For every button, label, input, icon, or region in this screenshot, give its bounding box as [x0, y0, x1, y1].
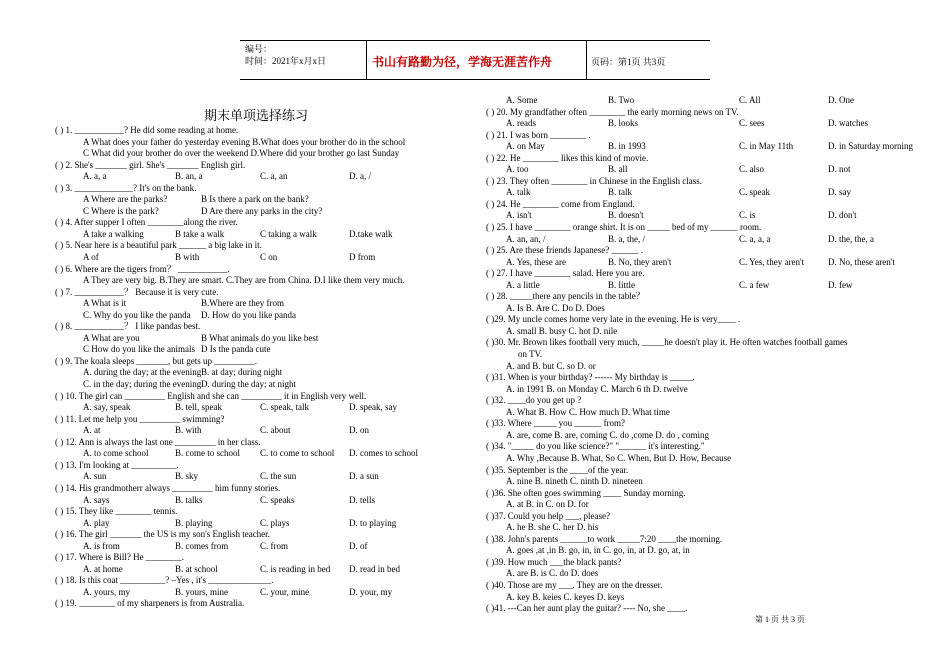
option-text: A. at home: [83, 563, 123, 574]
question-text: ( )32. ____do you get up ?: [486, 395, 582, 406]
question-text: ( ) 13. I'm looking at __________.: [55, 459, 179, 470]
question-line: [55, 240, 470, 252]
option-text: C. from: [260, 540, 288, 551]
question-text: ( ) 5. Near here is a beautiful park ______ a big lake in it.: [55, 240, 262, 251]
option-text: C. Yes, they aren't: [739, 256, 805, 267]
options-line: [55, 425, 470, 437]
question-line: [486, 488, 906, 500]
option-text: D. read in bed: [349, 563, 400, 574]
option-text: C. a few: [739, 279, 770, 290]
option-text: D. don't: [828, 210, 857, 221]
options-line: [486, 164, 906, 176]
question-line: [486, 222, 906, 234]
question-line: [486, 511, 906, 523]
option-text: B. playing: [175, 517, 213, 528]
option-text: A. talk: [506, 187, 531, 198]
option-text: B Is there a park on the bank?: [201, 194, 309, 205]
question-line: [486, 580, 906, 592]
options-line: [486, 95, 906, 107]
options-line: [55, 194, 470, 206]
option-text: D. speak, say: [349, 402, 397, 413]
question-text: ( ) 20. My grandfather often ________ the early morning news on TV.: [486, 106, 739, 117]
option-text: C. speak, talk: [260, 402, 309, 413]
option-text: D. on: [349, 425, 369, 436]
question-text: ( )33. Where _____ you ______ from?: [486, 418, 626, 429]
question-text: ( )34. "_____ do you like science?" "______ it's interesting.": [486, 441, 705, 452]
options-line: [486, 141, 913, 153]
question-line: [55, 160, 470, 172]
option-text: A of: [83, 252, 99, 263]
option-text: B with: [175, 252, 200, 263]
question-text: ( )38. John's parents ______to work _____7:20 ____the morning.: [486, 533, 723, 544]
options-line: [55, 518, 470, 530]
question-text: ( )41. ---Can her aunt play the guitar? ---- No, she ____.: [486, 603, 688, 614]
header-meta: [245, 43, 326, 67]
option-text: D from: [349, 252, 376, 263]
option-text: A. yours, my: [83, 586, 130, 597]
option-text: A. What B. How C. How much D. What time: [506, 406, 670, 417]
option-text: B. an, a: [175, 171, 203, 182]
question-line: [486, 314, 906, 326]
option-text: D. your, my: [349, 586, 393, 597]
option-text: B. doesn't: [608, 210, 644, 221]
options-line: [55, 379, 470, 391]
question-line: [55, 125, 470, 137]
options-line: [486, 407, 906, 419]
options-line: [55, 564, 470, 576]
options-line: [55, 367, 470, 379]
page-label: 页码：第1页 共3页: [591, 57, 666, 67]
options-line: [55, 344, 470, 356]
question-line: [486, 268, 906, 280]
option-text: C. plays: [260, 517, 290, 528]
option-text: B.Where are they from: [201, 298, 284, 309]
options-line: [486, 234, 906, 246]
question-text: ( ) 17. Where is Bill? He ________.: [55, 552, 185, 563]
options-line: [486, 384, 906, 396]
option-text: D. the, the, a: [828, 233, 874, 244]
question-text: ( )31. When is your birthday? ------ My birthday is _____.: [486, 372, 695, 383]
option-text: D Is the panda cute: [201, 344, 271, 355]
question-line: [55, 264, 470, 276]
question-line: [55, 598, 470, 610]
options-line: [55, 587, 470, 599]
question-line: [55, 321, 470, 333]
question-text: ( ) 27. I have ________ salad. Here you are.: [486, 268, 645, 279]
option-text: D Are there any parks in the city?: [201, 205, 323, 216]
option-text: D. say: [828, 187, 851, 198]
option-text: B take a walk: [175, 228, 225, 239]
option-text: B. looks: [608, 118, 639, 129]
question-line: [486, 441, 906, 453]
options-line: [486, 522, 906, 534]
option-text: C How do you like the animals: [83, 344, 195, 355]
option-text: C. in May 11th: [739, 141, 794, 152]
header-top-rule: [240, 40, 710, 41]
question-text: ( )40. Those are my ___. They are on the dresser.: [486, 579, 663, 590]
option-text: A. he B. she C. her D. his: [506, 522, 599, 533]
option-text: A. to come school: [83, 448, 149, 459]
options-line: [55, 495, 470, 507]
option-text: A. are, come B. are, coming C. do ,come D. do , coming: [506, 429, 709, 440]
question-text: ( ) 9. The koala sleeps _______, but gets up _________.: [55, 355, 258, 366]
options-line: [55, 171, 470, 183]
question-text: ( ) 3. _____________? It's on the bank.: [55, 182, 197, 193]
option-text: B. come to school: [175, 448, 240, 459]
option-text: D. in Saturday morning: [828, 141, 913, 152]
question-line: [55, 460, 470, 472]
question-text: ( ) 16. The girl _______ the US is my son's English teacher.: [55, 529, 270, 540]
question-line: [486, 245, 906, 257]
option-text: C. your, mine: [260, 586, 310, 597]
question-text: ( ) 2. She's _______ girl. She's _______ English girl.: [55, 159, 246, 170]
option-text: A. nine B. nineth C. ninth D. nineteen: [506, 476, 643, 487]
option-text: B. sky: [175, 471, 199, 482]
option-text: D. a sun: [349, 471, 379, 482]
header-bottom-rule: [240, 79, 710, 80]
header-divider: [586, 41, 587, 79]
option-text: A. goes ,at ,in B. go, in, in C. go, in, at D. go, at, in: [506, 545, 690, 556]
options-line: [486, 187, 906, 199]
option-text: C. speak: [739, 187, 770, 198]
option-text: on TV.: [518, 349, 543, 360]
question-text: ( ) 11. Let me help you _________ swimming?: [55, 413, 225, 424]
option-text: A. play: [83, 517, 110, 528]
option-text: A. Some: [506, 95, 538, 105]
option-text: D. comes to school: [349, 448, 418, 459]
option-text: A. Why ,Because B. What, So C. When, But D. How, Because: [506, 452, 732, 463]
question-line: [55, 575, 470, 587]
options-line: [486, 476, 906, 488]
options-line: [486, 361, 906, 373]
option-text: D. One: [828, 95, 854, 105]
right-column: [486, 95, 913, 615]
option-text: B. at day; during night: [201, 367, 283, 378]
question-text: ( ) 25. Are these friends Japanese? ______ .: [486, 245, 643, 256]
option-text: D. How do you like panda: [201, 309, 296, 320]
option-text: A. says: [83, 494, 110, 505]
option-text: D. few: [828, 279, 853, 290]
options-line: [486, 349, 906, 361]
options-line: [55, 206, 470, 218]
option-text: B. a, the, /: [608, 233, 645, 244]
question-text: ( ) 14. His grandmotherr always _________ him funny stories.: [55, 482, 281, 493]
option-text: D. not: [828, 164, 851, 175]
question-line: [486, 153, 906, 165]
question-text: ( )36. She often goes swimming ____ Sunday morning.: [486, 487, 686, 498]
options-line: [486, 453, 906, 465]
option-text: C. about: [260, 425, 291, 436]
option-text: C. in the day; during the evening: [83, 379, 202, 390]
question-text: ( ) 10. The girl can _________ English and she can _________ it in English very well.: [55, 390, 367, 401]
option-text: C. Why do you like the panda: [83, 309, 191, 320]
options-line: [486, 568, 906, 580]
option-text: A Where are the parks?: [83, 194, 168, 205]
option-text: B. talk: [608, 187, 632, 198]
question-text: ( ) 24. He ________ come from England.: [486, 198, 635, 209]
option-text: C. All: [739, 95, 761, 105]
option-text: A What is it: [83, 298, 127, 309]
option-text: C taking a walk: [260, 228, 317, 239]
option-text: D. during the day; at night: [201, 379, 296, 390]
question-line: [486, 557, 906, 569]
option-text: A What does your father do yesterday evening B.What does your brother do in the school: [83, 136, 406, 147]
option-text: D. a, /: [349, 171, 371, 182]
header-motto: 书山有路勤为径，学海无涯苦作舟: [372, 55, 553, 69]
question-text: ( ) 23. They often ________ in Chinese in the English class.: [486, 175, 703, 186]
question-line: [486, 465, 906, 477]
question-text: ( ) 6. Where are the tigers from？ ___________.: [55, 263, 230, 274]
question-line: [486, 603, 906, 615]
question-text: ( ) 1. ___________? He did some reading at home.: [55, 125, 239, 135]
document-header: [240, 40, 710, 80]
option-text: B. at school: [175, 563, 218, 574]
option-text: D. No, these aren't: [828, 256, 895, 267]
question-text: ( ) 7. ___________？ Because it is very cute.: [55, 286, 219, 297]
option-text: D.take walk: [349, 228, 393, 239]
option-text: B. in 1993: [608, 141, 646, 152]
option-text: A. are B. is C. do D. does: [506, 568, 599, 579]
question-text: ( ) 12. Ann is always the last one _________ in her class.: [55, 436, 261, 447]
option-text: D. of: [349, 540, 368, 551]
question-text: ( )37. Could you help ___, please?: [486, 510, 610, 521]
option-text: B. No, they aren't: [608, 256, 672, 267]
question-text: ( ) 15. They like ________ tennis.: [55, 506, 178, 517]
id-label: 编号：: [245, 44, 273, 54]
option-text: A They are very big. B.They are smart. C.They are from China. D.I like them very much.: [83, 275, 405, 286]
question-text: ( )39. How much ___the black pants?: [486, 556, 622, 567]
page-title: 期末单项选择练习: [204, 109, 309, 124]
question-line: [486, 130, 906, 142]
option-text: A. sun: [83, 471, 107, 482]
question-text: ( ) 21. I was born ________ .: [486, 129, 591, 140]
question-text: ( )30. Mr. Brown likes football very much, _____he doesn't play it. He often watches football games: [486, 337, 848, 348]
question-line: [486, 107, 906, 119]
options-line: [486, 592, 906, 604]
question-line: [55, 183, 470, 195]
options-line: [55, 448, 470, 460]
option-text: A. Is B. Are C. Do D. Does: [506, 302, 605, 313]
option-text: A. small B. busy C. hot D. nile: [506, 325, 618, 336]
question-text: ( ) 19. ________ of my sharpeners is from Australia.: [55, 598, 245, 609]
question-line: [486, 395, 906, 407]
option-text: A. at B. in C. on D. for: [506, 499, 589, 510]
option-text: C. is reading in bed: [260, 563, 331, 574]
question-line: [55, 506, 470, 518]
options-line: [486, 210, 906, 222]
options-line: [486, 280, 906, 292]
options-line: [486, 118, 906, 130]
option-text: A. an, an, /: [506, 233, 546, 244]
question-text: ( ) 8. ___________？ I like pandas best.: [55, 321, 201, 332]
question-line: [486, 534, 906, 546]
option-text: A. a little: [506, 279, 540, 290]
option-text: B. tell, speak: [175, 402, 222, 413]
option-text: C. also: [739, 164, 765, 175]
option-text: C. speaks: [260, 494, 295, 505]
question-line: [486, 176, 906, 188]
options-line: [55, 137, 470, 149]
option-text: A. on May: [506, 141, 545, 152]
option-text: A. isn't: [506, 210, 532, 221]
question-text: ( ) 4. After supper I often ________along the river.: [55, 217, 238, 228]
question-line: [486, 372, 906, 384]
option-text: B. comes from: [175, 540, 229, 551]
option-text: C What did your brother do over the weekend D.Where did your brother go last Sunday: [83, 148, 400, 159]
option-text: B. yours, mine: [175, 586, 228, 597]
question-line: [55, 391, 470, 403]
question-line: [55, 287, 470, 299]
option-text: A. in 1991 B. on Monday C. March 6 th D. twelve: [506, 383, 688, 394]
header-divider: [366, 41, 367, 79]
option-text: A. Yes, these are: [506, 256, 566, 267]
option-text: A. say, speak: [83, 402, 131, 413]
option-text: D. to playing: [349, 517, 397, 528]
options-line: [55, 402, 470, 414]
options-line: [55, 333, 470, 345]
options-line: [486, 326, 906, 338]
option-text: A. too: [506, 164, 529, 175]
option-text: B. all: [608, 164, 628, 175]
options-line: [55, 275, 470, 287]
question-line: [55, 414, 470, 426]
question-line: [486, 291, 906, 303]
option-text: B. with: [175, 425, 202, 436]
options-line: [486, 430, 906, 442]
option-text: C on: [260, 252, 278, 263]
option-text: D. tells: [349, 494, 375, 505]
option-text: A take a walking: [83, 228, 144, 239]
time-label: 时间：2021年x月x日: [245, 56, 327, 66]
option-text: A. during the day; at the evening: [83, 367, 202, 378]
option-text: B. talks: [175, 494, 203, 505]
option-text: C. a, a, a: [739, 233, 771, 244]
options-line: [486, 499, 906, 511]
option-text: A. key B. keies C. keyes D. keys: [506, 591, 625, 602]
option-text: B. little: [608, 279, 635, 290]
page-footer: 第 1 页 共 3 页: [755, 615, 805, 624]
option-text: B. Two: [608, 95, 635, 105]
options-line: [486, 303, 906, 315]
option-text: A. at: [83, 425, 101, 436]
options-line: [55, 471, 470, 483]
options-line: [55, 252, 470, 264]
option-text: B What animals do you like best: [201, 332, 319, 343]
options-line: [55, 310, 470, 322]
question-text: ( ) 25. I have ________ orange shirt. It is on _____ bed of my ______ room.: [486, 222, 762, 233]
question-line: [55, 552, 470, 564]
question-line: [486, 418, 906, 430]
option-text: C. is: [739, 210, 756, 221]
question-text: ( ) 22. He ________ likes this kind of movie.: [486, 152, 649, 163]
question-line: [486, 337, 906, 349]
option-text: A. is from: [83, 540, 120, 551]
question-text: ( ) 18. Is this coat __________? –Yes , it's ______________.: [55, 575, 274, 586]
question-line: [486, 199, 906, 211]
options-line: [486, 545, 906, 557]
question-line: [55, 356, 470, 368]
options-line: [55, 148, 470, 160]
question-text: ( )29. My uncle comes home very late in the evening. He is very____ .: [486, 314, 741, 325]
question-text: ( )35. September is the ____of the year.: [486, 464, 629, 475]
question-line: [55, 529, 470, 541]
options-line: [55, 541, 470, 553]
option-text: C. the sun: [260, 471, 297, 482]
question-line: [55, 483, 470, 495]
options-line: [486, 257, 906, 269]
option-text: C Where is the park?: [83, 205, 159, 216]
option-text: C. a, an: [260, 171, 288, 182]
option-text: C. sees: [739, 118, 765, 129]
question-line: [55, 437, 470, 449]
options-line: [55, 298, 470, 310]
options-line: [55, 229, 470, 241]
question-text: ( ) 28. _____there any pencils in the table？: [486, 291, 645, 302]
question-line: [55, 217, 470, 229]
option-text: A. and B. but C. so D. or: [506, 360, 596, 371]
left-column: [55, 125, 470, 610]
option-text: A. a, a: [83, 171, 107, 182]
option-text: A What are you: [83, 332, 140, 343]
option-text: D. watches: [828, 118, 868, 129]
option-text: C. to come to school: [260, 448, 335, 459]
option-text: A. reads: [506, 118, 536, 129]
